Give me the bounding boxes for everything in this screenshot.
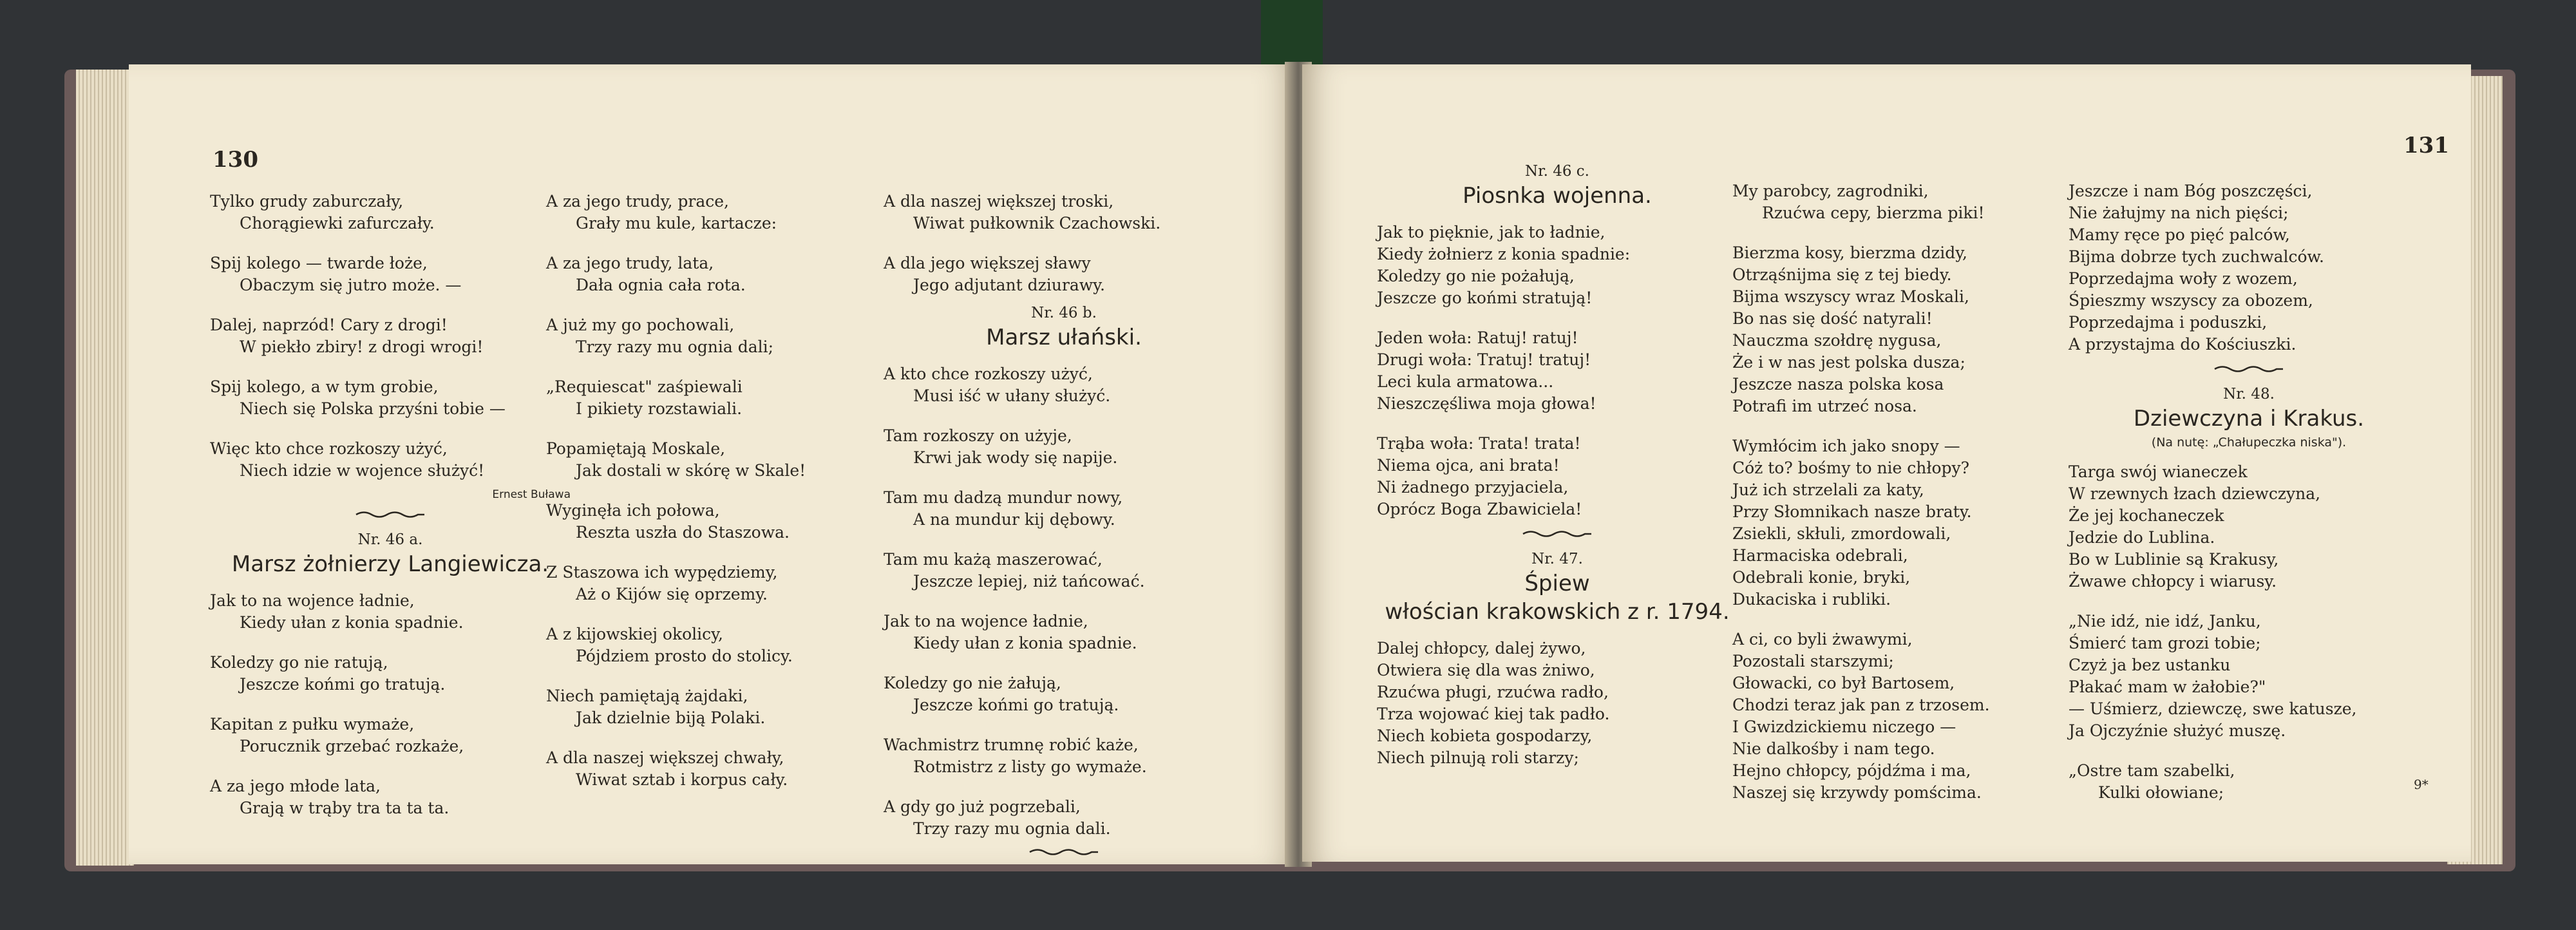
verse-line: Aż o Kijów się oprzemy. (576, 585, 768, 603)
verse-line: Krwi jak wody się napije. (913, 448, 1118, 467)
verse-line: — Uśmierz, dziewczę, swe katusze, (2069, 699, 2357, 718)
verse (546, 562, 907, 605)
song-verse-list (1377, 222, 1738, 520)
song-number: Nr. 48. (2223, 386, 2275, 403)
song-title: Dziewczyna i Krakus. (2133, 406, 2365, 432)
verse-line: Dalej chłopcy, dalej żywo, (1377, 639, 1586, 658)
left-page (129, 64, 1296, 864)
verse-list (2069, 180, 2429, 356)
verse-line: Dalej, naprzód! Cary z drogi! (210, 316, 448, 334)
verse-line: A ci, co byli żwawymi, (1732, 630, 1913, 649)
verse-line: „Ostre tam szabelki, (2069, 761, 2235, 780)
verse-line: Już ich strzelali za katy, (1732, 480, 1924, 499)
verse-line: Jak to na wojence ładnie, (884, 612, 1088, 631)
verse (546, 191, 907, 234)
verse (884, 611, 1244, 654)
verse (884, 425, 1244, 469)
verse-line: Oprócz Boga Zbawiciela! (1377, 500, 1582, 518)
verse (210, 252, 571, 296)
verse-line: I pikiety rozstawiali. (576, 399, 743, 418)
verse-line: Wymłócim ich jako snopy — (1732, 437, 1960, 455)
song-author: Ernest Buława (492, 488, 571, 501)
verse-line: Tam mu dadzą mundur nowy, (884, 488, 1123, 507)
ornament-icon (1028, 846, 1099, 858)
verse (546, 685, 907, 729)
verse-line: Niech się Polska przyśni tobie — (240, 399, 506, 418)
verse-line: Chorągiewki zafurczały. (240, 214, 435, 232)
verse-line: Grają w trąby tra ta ta ta. (240, 799, 450, 817)
verse (1732, 435, 2093, 611)
verse-line: Tam rozkoszy on użyje, (884, 426, 1072, 445)
verse-line: Niech kobieta gospodarzy, (1377, 726, 1593, 745)
page-number: 130 (213, 147, 258, 173)
verse-line: Koledzy go nie pożałują, (1377, 267, 1575, 285)
verse-line: Kiedy żołnierz z konia spadnie: (1377, 245, 1631, 263)
verse-line: A za jego trudy, lata, (546, 254, 714, 272)
verse-line: Porucznik grzebać rozkaże, (240, 737, 464, 755)
verse-line: Odebrali konie, bryki, (1732, 568, 1911, 587)
verse-line: Jeszcze lepiej, niż tańcować. (913, 572, 1145, 591)
verse-line: Jeszcze nasza polska kosa (1732, 375, 1944, 394)
verse-line: Niema ojca, ani brata! (1377, 456, 1560, 475)
verse-line: Grały mu kule, kartacze: (576, 214, 777, 232)
verse-line: Trzy razy mu ognia dali. (913, 819, 1111, 838)
ornament-icon (2213, 363, 2284, 375)
left-column-3 (884, 191, 1244, 867)
verse (210, 775, 571, 819)
verse-line: „Requiescat" zaśpiewali (546, 377, 743, 396)
verse-line: Popamiętają Moskale, (546, 439, 726, 458)
verse-line: Ja Ojczyźnie służyć muszę. (2069, 721, 2286, 740)
verse-line: Śmierć tam grozi tobie; (2069, 634, 2261, 652)
signature-mark: 9* (2414, 777, 2429, 792)
verse-line: Przy Słomnikach nasze braty. (1732, 502, 1972, 521)
verse-line: Musi iść w ułany służyć. (913, 386, 1111, 405)
verse (884, 796, 1244, 840)
verse-line: W rzewnych łzach dziewczyna, (2069, 484, 2321, 503)
verse-line: Reszta uszła do Staszowa. (576, 523, 790, 542)
verse (546, 747, 907, 791)
ornament-icon (355, 509, 426, 520)
verse-line: Niech pamiętają żajdaki, (546, 687, 748, 705)
verse-line: Tam mu każą maszerować, (884, 550, 1103, 569)
verse-list (1732, 180, 2093, 804)
verse-line: A z kijowskiej okolicy, (546, 625, 723, 643)
verse-line: Jego adjutant dziurawy. (913, 276, 1105, 294)
verse (1732, 629, 2093, 804)
verse-line: A dla naszej większej chwały, (546, 748, 784, 767)
verse-line: A kto chce rozkoszy użyć, (884, 365, 1093, 383)
verse-line: „Nie idź, nie idź, Janku, (2069, 612, 2261, 631)
verse-line: Kiedy ułan z konia spadnie. (913, 634, 1137, 652)
verse-line: Jak dostali w skórę w Skale! (576, 461, 806, 480)
verse-line: Jak dzielnie biją Polaki. (576, 708, 766, 727)
verse (1377, 327, 1738, 415)
verse-line: Poprzedajma woły z wozem, (2069, 269, 2298, 288)
verse-line: Nie żałujmy na nich pięści; (2069, 204, 2289, 222)
verse-line: Bijma dobrze tych zuchwalców. (2069, 247, 2324, 266)
verse (546, 314, 907, 358)
song-title: Marsz ułański. (986, 325, 1142, 350)
verse (1732, 180, 2093, 224)
verse-line: Śpieszmy wszyscy za obozem, (2069, 291, 2313, 310)
verse-line: A na mundur kij dębowy. (913, 510, 1115, 529)
verse-line: A dla naszej większej troski, (884, 192, 1114, 211)
verse-line: Koledzy go nie żałują, (884, 674, 1061, 692)
right-page (1302, 64, 2471, 862)
verse-line: Ni żadnego przyjaciela, (1377, 478, 1569, 497)
verse (884, 487, 1244, 531)
verse-line: Trzy razy mu ognia dali; (576, 337, 774, 356)
verse-line: Żwawe chłopcy i wiarusy. (2069, 572, 2277, 591)
left-column-1 (210, 191, 571, 837)
song-title: Piosnka wojenna. (1463, 183, 1652, 209)
ornament-icon (1522, 528, 1593, 540)
left-column-2 (546, 191, 907, 809)
verse (884, 672, 1244, 716)
verse-line: Poprzedajma i poduszki, (2069, 313, 2268, 332)
verse (210, 590, 571, 634)
verse (210, 438, 571, 482)
right-column-3 (2069, 180, 2429, 822)
verse (546, 623, 907, 667)
verse-line: Głowacki, co był Bartosem, (1732, 674, 1955, 692)
verse-line: Spij kolego, a w tym grobie, (210, 377, 439, 396)
verse-list (546, 191, 907, 791)
verse-line: Jeszcze końmi go tratują. (240, 675, 446, 694)
verse-line: Bo nas się dość natyrali! (1732, 309, 1933, 328)
verse-line: Że jej kochaneczek (2069, 506, 2224, 525)
verse-line: Drugi woła: Tratuj! tratuj! (1377, 350, 1591, 369)
song-verse-list (1377, 638, 1738, 769)
verse (210, 714, 571, 757)
verse-line: Leci kula armatowa... (1377, 372, 1554, 391)
verse-line: Kiedy ułan z konia spadnie. (240, 613, 464, 632)
verse-line: Obaczym się jutro może. — (240, 276, 462, 294)
verse-line: Niech idzie w wojence służyć! (240, 461, 485, 480)
verse-line: A dla jego większej sławy (884, 254, 1091, 272)
verse (884, 549, 1244, 593)
verse-line: My parobcy, zagrodniki, (1732, 182, 1929, 200)
verse-list (884, 191, 1244, 296)
verse (546, 252, 907, 296)
verse-line: Naszej się krzywdy pomścima. (1732, 783, 1982, 802)
verse-line: A za jego trudy, prace, (546, 192, 729, 211)
verse-line: Mamy ręce po pięć palców, (2069, 225, 2290, 244)
verse-line: A już my go pochowali, (546, 316, 735, 334)
verse-line: Rzućwa cepy, bierzma piki! (1762, 204, 1985, 222)
verse-line: I Gwizdzickiemu niczego — (1732, 717, 1956, 736)
verse-line: Bijma wszyscy wraz Moskali, (1732, 287, 1969, 306)
verse (210, 314, 571, 358)
verse-line: Targa swój wianeczek (2069, 462, 2248, 481)
verse-line: Harmaciska odebrali, (1732, 546, 1908, 565)
song-title: Marsz żołnierzy Langiewicza. (231, 551, 549, 577)
verse-line: Nieszczęśliwa moja głowa! (1377, 394, 1596, 413)
song-title: Śpiew (1524, 571, 1590, 596)
song-verse-list (884, 363, 1244, 840)
verse-line: Cóż to? bośmy to nie chłopy? (1732, 459, 1970, 477)
verse-line: Więc kto chce rozkoszy użyć, (210, 439, 448, 458)
verse-line: W piekło zbiry! z drogi wrogi! (240, 337, 484, 356)
verse-line: Otrząśnijma się z tej biedy. (1732, 265, 1952, 284)
verse (1732, 242, 2093, 417)
verse-line: Tylko grudy zaburczały, (210, 192, 404, 211)
verse-line: Jak to na wojence ładnie, (210, 591, 415, 610)
song-number: Nr. 46 c. (1525, 163, 1589, 180)
verse (1377, 638, 1738, 769)
verse-line: Że i w nas jest polska dusza; (1732, 353, 1965, 372)
verse (1377, 433, 1738, 520)
verse-line: Trąba woła: Trata! trata! (1377, 434, 1581, 453)
verse-line: Wyginęła ich połowa, (546, 501, 720, 520)
verse-list (210, 191, 571, 482)
verse (2069, 461, 2429, 593)
verse-line: Rotmistrz z listy go wymaże. (913, 757, 1147, 776)
verse-line: Bo w Lublinie są Krakusy, (2069, 550, 2279, 569)
verse-line: Pozostali starszymi; (1732, 652, 1894, 670)
song-number: Nr. 46 b. (1031, 305, 1097, 321)
verse (884, 734, 1244, 778)
verse-line: A za jego młode lata, (210, 777, 381, 795)
verse-line: Jak to pięknie, jak to ładnie, (1377, 223, 1605, 242)
song-number: Nr. 47. (1531, 551, 1583, 567)
verse (884, 363, 1244, 407)
song-verse-list (2069, 461, 2429, 804)
song-verse-list (210, 590, 571, 819)
verse (210, 376, 571, 420)
page-number: 131 (2403, 133, 2449, 158)
verse (2069, 611, 2429, 742)
verse (2069, 180, 2429, 356)
verse (546, 438, 907, 482)
verse-line: Dała ognia cała rota. (576, 276, 746, 294)
page-edges-left (76, 70, 134, 866)
song-title-line-2: włościan krakowskich z r. 1794. (1385, 599, 1730, 625)
verse-line: Bierzma kosy, bierzma dzidy, (1732, 243, 1967, 262)
verse-line: Jeszcze go końmi stratują! (1377, 289, 1593, 307)
verse-line: Spij kolego — twarde łoże, (210, 254, 428, 272)
verse-line: Potrafi im utrzeć nosa. (1732, 397, 1917, 415)
verse (210, 652, 571, 696)
verse-line: Nauczma szołdrę nygusa, (1732, 331, 1942, 350)
song-subtitle: (Na nutę: „Chałupeczka niska"). (2151, 435, 2347, 450)
verse-line: Rzućwa pługi, rzućwa radło, (1377, 683, 1609, 701)
verse-line: Dukaciska i rubliki. (1732, 590, 1891, 609)
verse-line: Kulki ołowiane; (2098, 783, 2224, 802)
right-column-2 (1732, 180, 2093, 822)
verse-line: A przystajma do Kościuszki. (2069, 335, 2297, 354)
verse-line: Jedzie do Lublina. (2069, 528, 2215, 547)
verse-line: Pójdziem prosto do stolicy. (576, 647, 793, 665)
verse-line: Chodzi teraz jak pan z trzosem. (1732, 696, 1990, 714)
verse-line: Otwiera się dla was żniwo, (1377, 661, 1595, 679)
verse-line: Czyż ja bez ustanku (2069, 656, 2231, 674)
verse-line: Wachmistrz trumnę robić każe, (884, 735, 1139, 754)
verse-line: Z Staszowa ich wypędziemy, (546, 563, 778, 582)
right-column-1 (1377, 161, 1738, 787)
verse-line: Wiwat sztab i korpus cały. (576, 770, 788, 789)
verse-line: Wiwat pułkownik Czachowski. (913, 214, 1161, 232)
verse-line: Nie dalkośby i nam tego. (1732, 739, 1935, 758)
verse-line: Zsiekli, skłuli, zmordowali, (1732, 524, 1951, 543)
verse (884, 191, 1244, 234)
verse-line: Jeszcze końmi go tratują. (913, 696, 1119, 714)
verse-line: Niech pilnują roli starzy; (1377, 748, 1579, 767)
verse-line: Jeszcze i nam Bóg poszczęści, (2069, 182, 2313, 200)
verse (546, 500, 907, 544)
verse-line: Hejno chłopcy, pójdźma i ma, (1732, 761, 1971, 780)
verse (210, 191, 571, 234)
verse-line: Jeden woła: Ratuj! ratuj! (1377, 328, 1578, 347)
verse (1377, 222, 1738, 309)
verse-line: Koledzy go nie ratują, (210, 653, 388, 672)
verse-line: Płakać mam w żałobie?" (2069, 678, 2266, 696)
verse-line: Kapitan z pułku wymaże, (210, 715, 415, 734)
song-number: Nr. 46 a. (357, 531, 423, 548)
verse-line: Trza wojować kiej tak padło. (1377, 705, 1610, 723)
verse (546, 376, 907, 420)
verse (2069, 760, 2429, 804)
verse (884, 252, 1244, 296)
verse-line: A gdy go już pogrzebali, (884, 797, 1081, 816)
